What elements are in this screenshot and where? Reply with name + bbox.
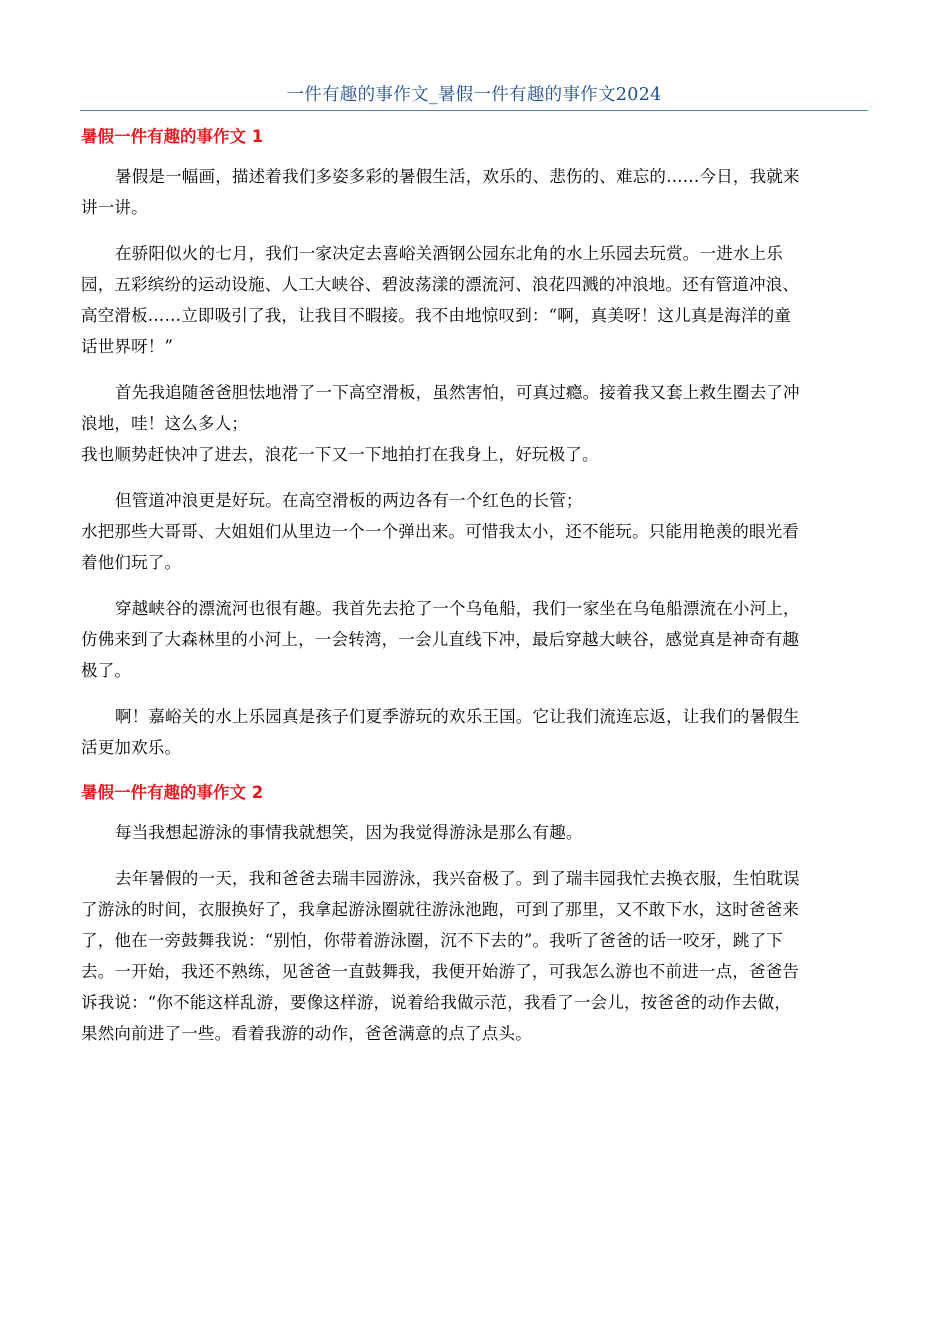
paragraph: [81, 485, 859, 578]
text-line: 浪地，哇！这么多人；: [81, 414, 248, 433]
text-line: 话世界呀！”: [81, 337, 174, 356]
text-line: 极了。: [81, 661, 132, 680]
paragraph: [81, 238, 859, 362]
text-line: 水把那些大哥哥、大姐姐们从里边一个一个弹出来。可惜我太小，还不能玩。只能用艳羡的眼光看: [81, 522, 800, 541]
text-line: 高空滑板……立即吸引了我，让我目不暇接。我不由地惊叹到：“啊，真美呀！这儿真是海洋的童: [81, 306, 792, 325]
text-line: 去年暑假的一天，我和爸爸去瑞丰园游泳，我兴奋极了。到了瑞丰园我忙去换衣服，生怕耽误: [115, 869, 800, 888]
text-line: 了，他在一旁鼓舞我说：“别怕，你带着游泳圈，沉不下去的”。我听了爸爸的话一咬牙，跳了下: [81, 931, 783, 950]
paragraph: [81, 377, 859, 470]
text-line: 穿越峡谷的漂流河也很有趣。我首先去抢了一个乌龟船，我们一家坐在乌龟船漂流在小河上，: [115, 599, 800, 618]
text-line: 每当我想起游泳的事情我就想笑，因为我觉得游泳是那么有趣。: [115, 823, 583, 842]
text-line: 讲一讲。: [81, 198, 148, 217]
text-line: 但管道冲浪更是好玩。在高空滑板的两边各有一个红色的长管；: [115, 491, 583, 510]
paragraph: [81, 161, 859, 223]
text-line: 暑假是一幅画，描述着我们多姿多彩的暑假生活，欢乐的、悲伤的、难忘的……今日，我就来: [115, 167, 800, 186]
document-body: [81, 122, 859, 1049]
text-line: 我也顺势赶快冲了进去，浪花一下又一下地拍打在我身上，好玩极了。: [81, 445, 599, 464]
paragraph: [81, 817, 859, 848]
document-title: 一件有趣的事作文_暑假一件有趣的事作文2024: [286, 85, 662, 105]
text-line: 在骄阳似火的七月，我们一家决定去喜峪关酒钢公园东北角的水上乐园去玩赏。一进水上乐: [115, 244, 783, 263]
text-line: 了游泳的时间，衣服换好了，我拿起游泳圈就往游泳池跑，可到了那里，又不敢下水，这时爸爸来: [81, 900, 800, 919]
text-line: 活更加欢乐。: [81, 738, 182, 757]
text-line: 诉我说：“你不能这样乱游，要像这样游，说着给我做示范，我看了一会儿，按爸爸的动作去做，: [81, 993, 792, 1012]
page-header: [80, 82, 868, 111]
text-line: 去。一开始，我还不熟练，见爸爸一直鼓舞我，我便开始游了，可我怎么游也不前进一点，爸爸告: [81, 962, 800, 981]
paragraph: [81, 593, 859, 686]
paragraph: [81, 701, 859, 763]
text-line: 园，五彩缤纷的运动设施、人工大峡谷、碧波荡漾的漂流河、浪花四溅的冲浪地。还有管道冲浪、: [81, 275, 800, 294]
text-line: 首先我追随爸爸胆怯地滑了一下高空滑板，虽然害怕，可真过瘾。接着我又套上救生圈去了冲: [115, 383, 800, 402]
section-heading: 暑假一件有趣的事作文 1: [81, 127, 264, 146]
text-line: 啊！嘉峪关的水上乐园真是孩子们夏季游玩的欢乐王国。它让我们流连忘返，让我们的暑假生: [115, 707, 800, 726]
paragraph: [81, 863, 859, 1049]
text-line: 仿佛来到了大森林里的小河上，一会转湾，一会儿直线下冲，最后穿越大峡谷，感觉真是神奇有趣: [81, 630, 800, 649]
text-line: 着他们玩了。: [81, 553, 182, 572]
section-heading: 暑假一件有趣的事作文 2: [81, 783, 264, 802]
text-line: 果然向前进了一些。看着我游的动作，爸爸满意的点了点头。: [81, 1024, 532, 1043]
